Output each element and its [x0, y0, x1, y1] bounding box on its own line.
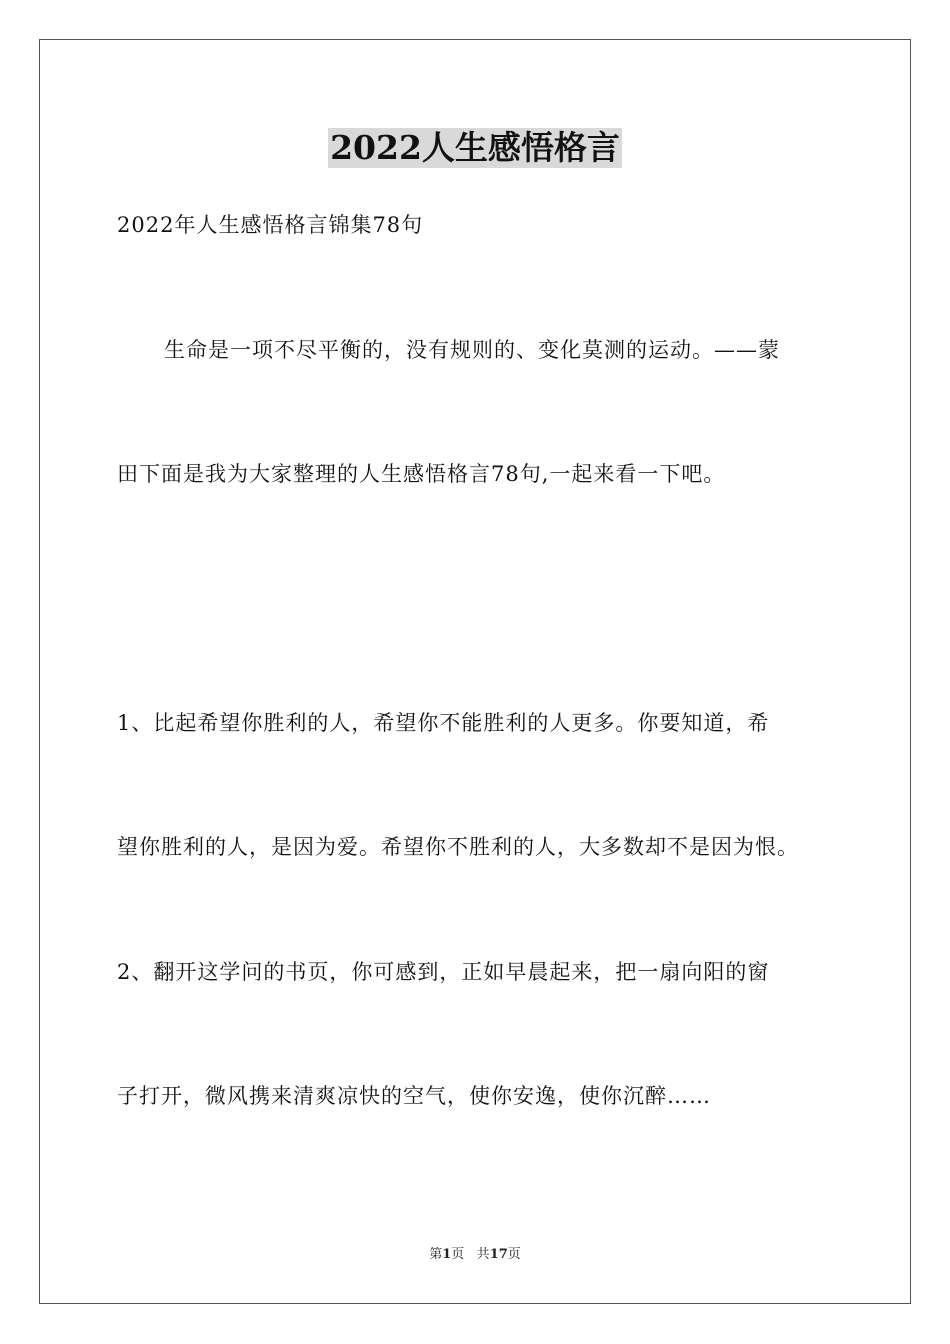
paragraph-line-4: 望你胜利的人，是因为爱。希望你不胜利的人，大多数却不是因为恨。 [117, 835, 799, 859]
footer-page-number: 1 [442, 1247, 452, 1262]
footer-total-pages: 17 [489, 1247, 508, 1262]
paragraph-line-6: 子打开，微风携来清爽凉快的空气，使你安逸，使你沉醉…… [117, 1084, 711, 1108]
footer-page-prefix: 第 [429, 1247, 443, 1262]
footer-total-prefix: 共 [476, 1247, 490, 1262]
paragraph-line-3: 1、比起希望你胜利的人，希望你不能胜利的人更多。你要知道，希 [117, 711, 770, 735]
paragraph-line-2: 田下面是我为大家整理的人生感悟格言78句,一起来看一下吧。 [117, 462, 726, 486]
title-container [0, 128, 950, 168]
paragraph-line-1: 生命是一项不尽平衡的，没有规则的、变化莫测的运动。——蒙 [164, 338, 780, 362]
footer-total-suffix: 页 [507, 1247, 521, 1262]
page-footer [0, 1246, 950, 1264]
document-title: 2022人生感悟格言 [330, 128, 620, 167]
document-subtitle: 2022年人生感悟格言锦集78句 [117, 213, 424, 237]
paragraph-line-5: 2、翻开这学问的书页，你可感到，正如早晨起来，把一扇向阳的窗 [117, 960, 770, 984]
footer-page-suffix: 页 [451, 1247, 465, 1262]
